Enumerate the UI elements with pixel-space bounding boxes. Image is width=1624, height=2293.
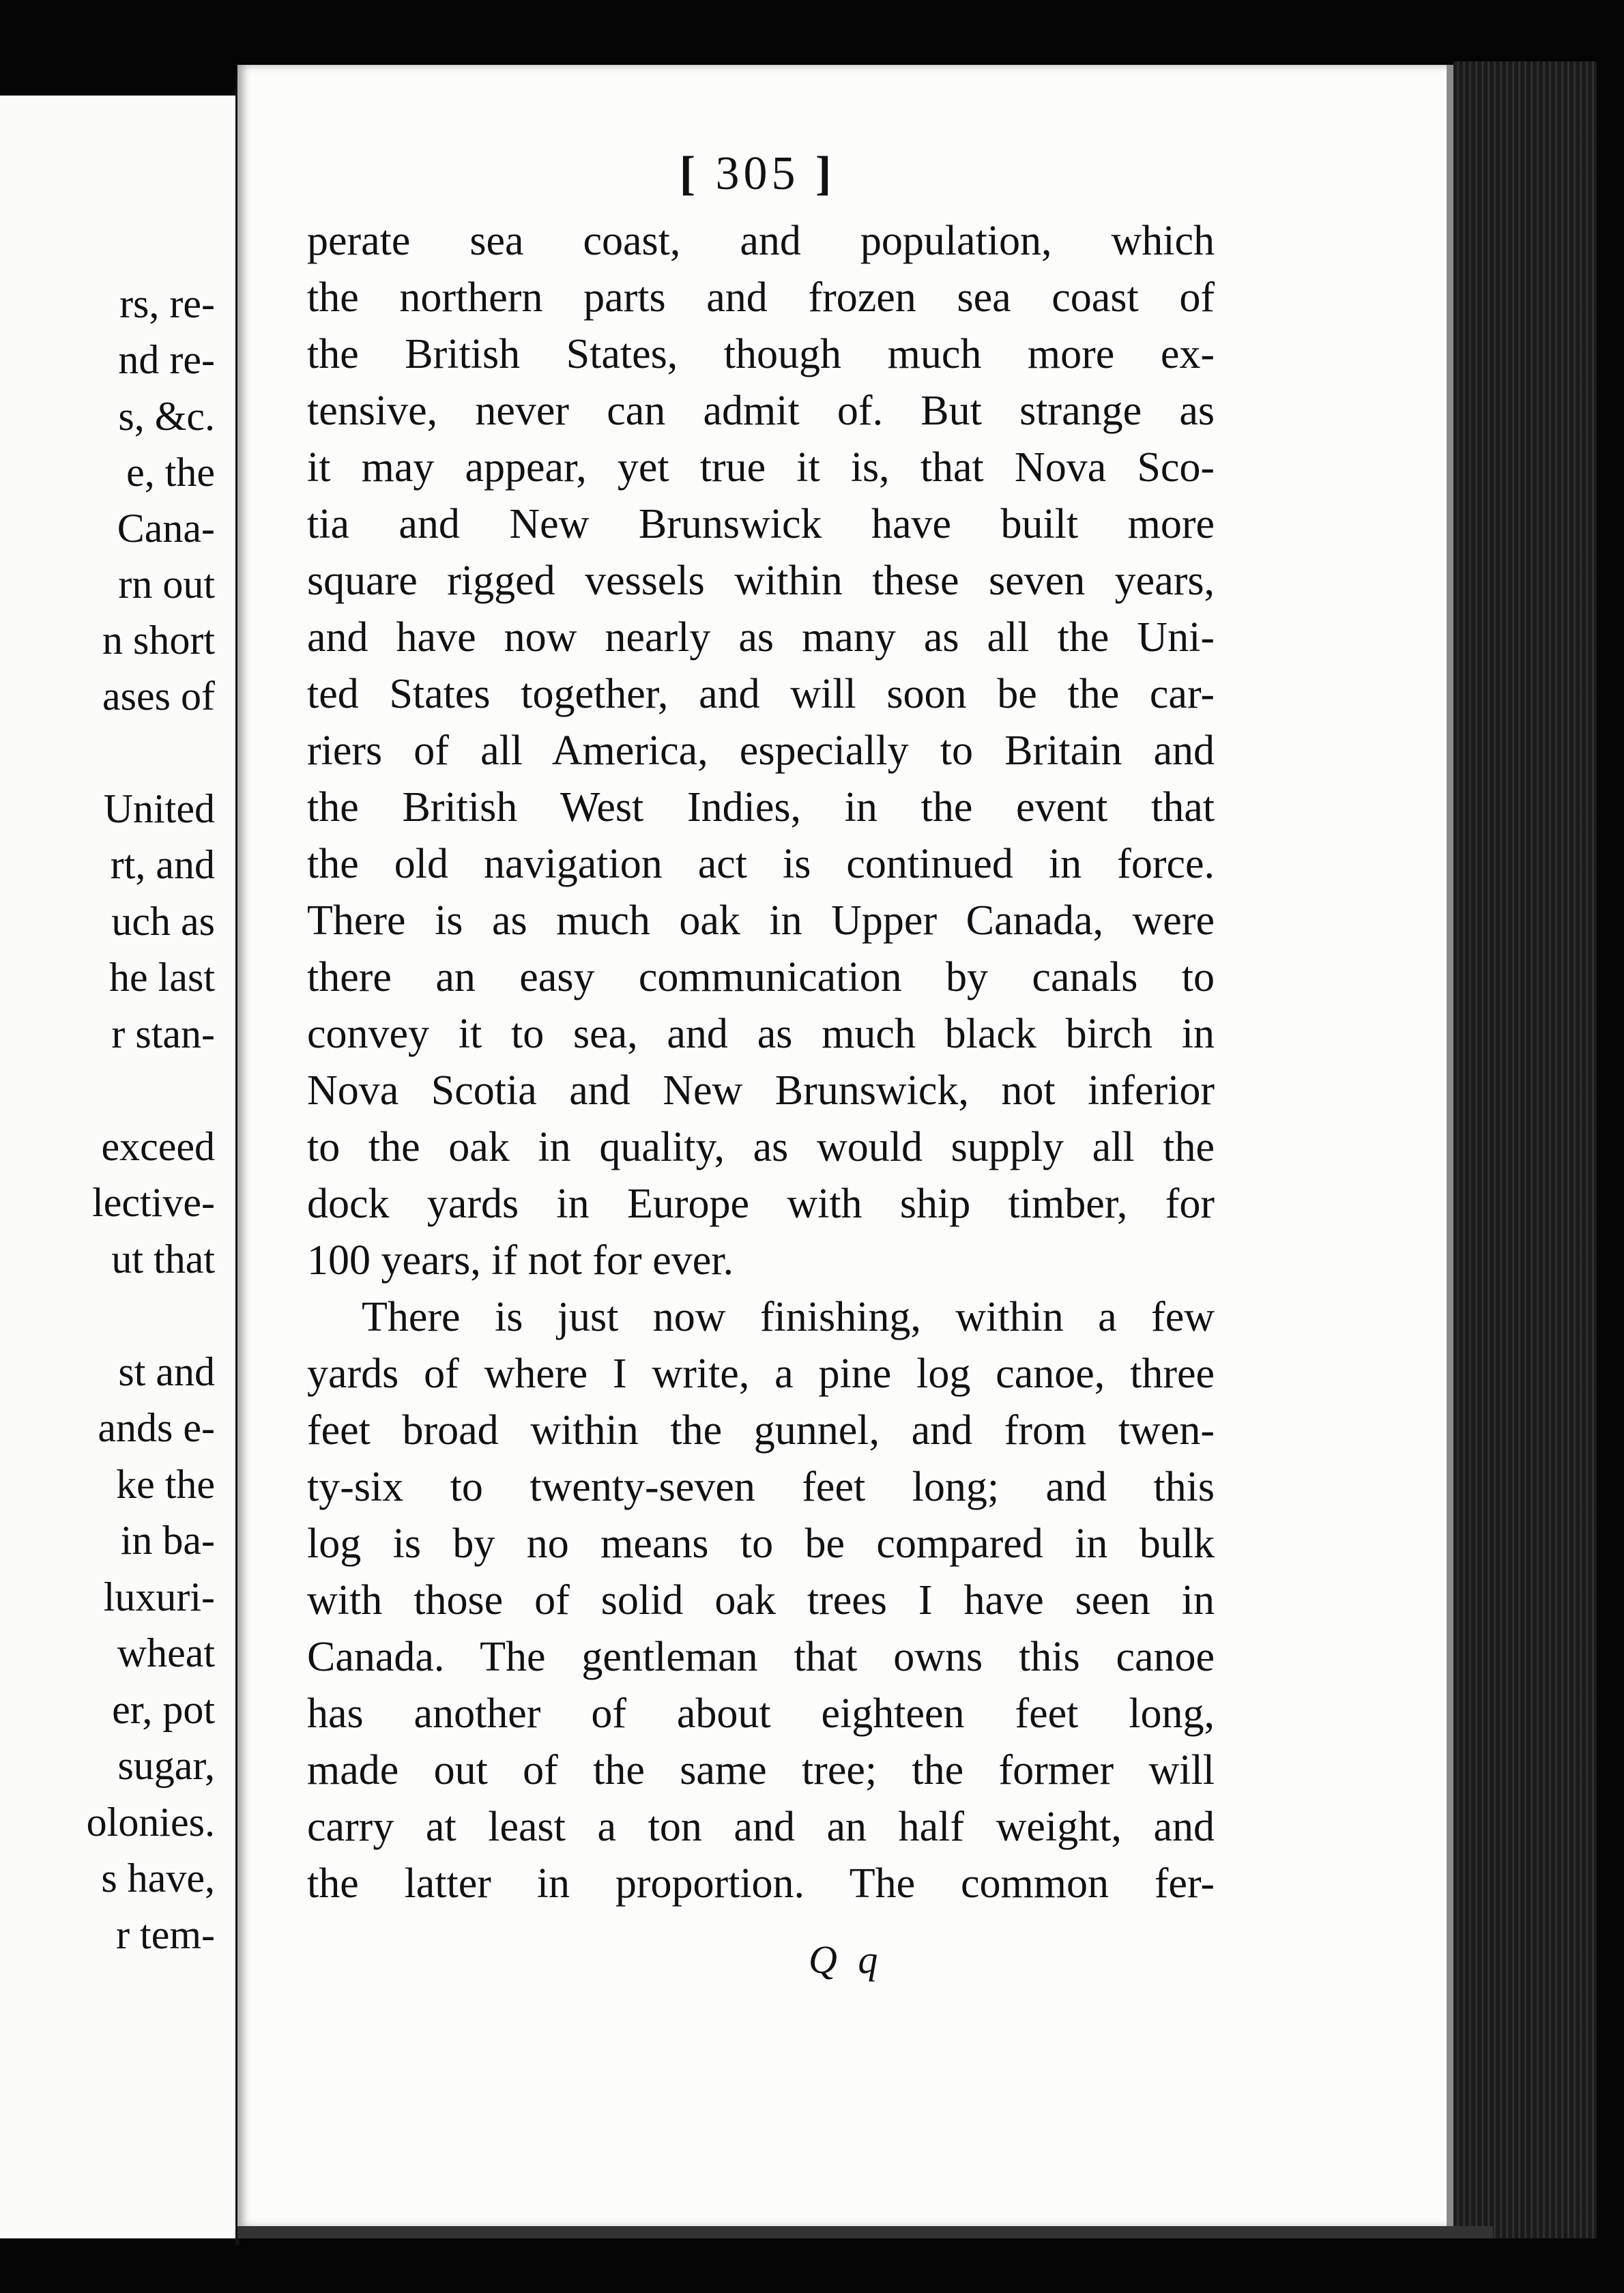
text-line: the British States, though much more ex-: [307, 331, 1215, 377]
left-page-line: ands e-: [98, 1405, 215, 1450]
left-page-line: rs, re-: [119, 281, 215, 326]
left-page-line: r tem-: [116, 1912, 215, 1957]
text-line: riers of all America, especially to Britain and: [307, 727, 1215, 774]
left-page-line: United: [103, 786, 215, 831]
text-line: Nova Scotia and New Brunswick, not inferior: [307, 1067, 1215, 1114]
text-line: there an easy communication by canals to: [307, 954, 1215, 1000]
text-line: the latter in proportion. The common fer-: [307, 1860, 1215, 1907]
text-line: There is as much oak in Upper Canada, were: [307, 897, 1215, 944]
text-line: the northern parts and frozen sea coast of: [307, 274, 1215, 321]
left-page-line: olonies.: [86, 1800, 215, 1845]
text-line: yards of where I write, a pine log canoe, three: [307, 1351, 1215, 1397]
signature-mark: Q q: [809, 1937, 884, 1982]
left-page-line: st and: [118, 1349, 215, 1394]
left-page-line: ases of: [102, 674, 215, 719]
text-line: log is by no means to be compared in bulk: [307, 1520, 1215, 1567]
left-page: [0, 96, 240, 2238]
left-page-line: rt, and: [110, 842, 215, 887]
text-line: the old navigation act is continued in force.: [307, 841, 1215, 887]
text-line: square rigged vessels within these seven years,: [307, 558, 1215, 604]
header-open-bracket: [: [679, 147, 699, 200]
header-close-bracket: ]: [815, 147, 836, 200]
text-line: tia and New Brunswick have built more: [307, 501, 1215, 547]
left-page-line: s have,: [101, 1856, 215, 1901]
text-line: Canada. The gentleman that owns this canoe: [307, 1634, 1215, 1680]
text-line: it may appear, yet true it is, that Nova Sco-: [307, 444, 1215, 491]
left-page-line: sugar,: [117, 1743, 215, 1788]
book-page-edges: [1453, 61, 1597, 2238]
left-page-line: n short: [102, 618, 215, 663]
left-page-line: Cana-: [117, 506, 215, 551]
text-line: carry at least a ton and an half weight, and: [307, 1804, 1215, 1850]
left-page-line: luxuri-: [103, 1574, 215, 1619]
page-bottom-shadow: [237, 2226, 1493, 2238]
left-page-line: he last: [109, 955, 215, 1000]
left-page-line: nd re-: [118, 337, 215, 382]
text-line: and have now nearly as many as all the Uni-: [307, 614, 1215, 661]
text-line: has another of about eighteen feet long,: [307, 1690, 1215, 1737]
text-line: to the oak in quality, as would supply all the: [307, 1124, 1215, 1170]
text-line: tensive, never can admit of. But strange as: [307, 388, 1215, 434]
left-page-line: in ba-: [120, 1518, 215, 1563]
left-page-line: ke the: [116, 1462, 215, 1507]
left-page-line: r stan-: [111, 1011, 215, 1056]
left-page-line: exceed: [101, 1124, 215, 1169]
left-page-line: wheat: [117, 1630, 215, 1675]
page-header: [648, 147, 867, 201]
text-line: perate sea coast, and population, which: [307, 218, 1215, 264]
text-line: dock yards in Europe with ship timber, for: [307, 1181, 1215, 1227]
text-line: the British West Indies, in the event that: [307, 784, 1215, 831]
text-line: 100 years, if not for ever.: [307, 1237, 734, 1284]
text-line: with those of solid oak trees I have seen in: [307, 1577, 1215, 1624]
left-page-line: uch as: [111, 899, 215, 944]
left-page-line: ut that: [111, 1237, 215, 1282]
page-number: 305: [715, 147, 800, 200]
text-line: made out of the same tree; the former will: [307, 1747, 1215, 1793]
text-line: ty-six to twenty-seven feet long; and this: [307, 1464, 1215, 1510]
left-page-line: er, pot: [112, 1687, 215, 1732]
left-page-line: lective-: [92, 1180, 215, 1225]
text-line: ted States together, and will soon be the car-: [307, 671, 1215, 717]
text-line: feet broad within the gunnel, and from twen-: [307, 1407, 1215, 1454]
left-page-line: e, the: [126, 450, 215, 495]
text-line: convey it to sea, and as much black birch in: [307, 1011, 1215, 1057]
paragraph-start-line: There is just now finishing, within a few: [362, 1294, 1215, 1340]
left-page-line: s, &c.: [118, 394, 215, 439]
left-page-line: rn out: [118, 562, 215, 607]
